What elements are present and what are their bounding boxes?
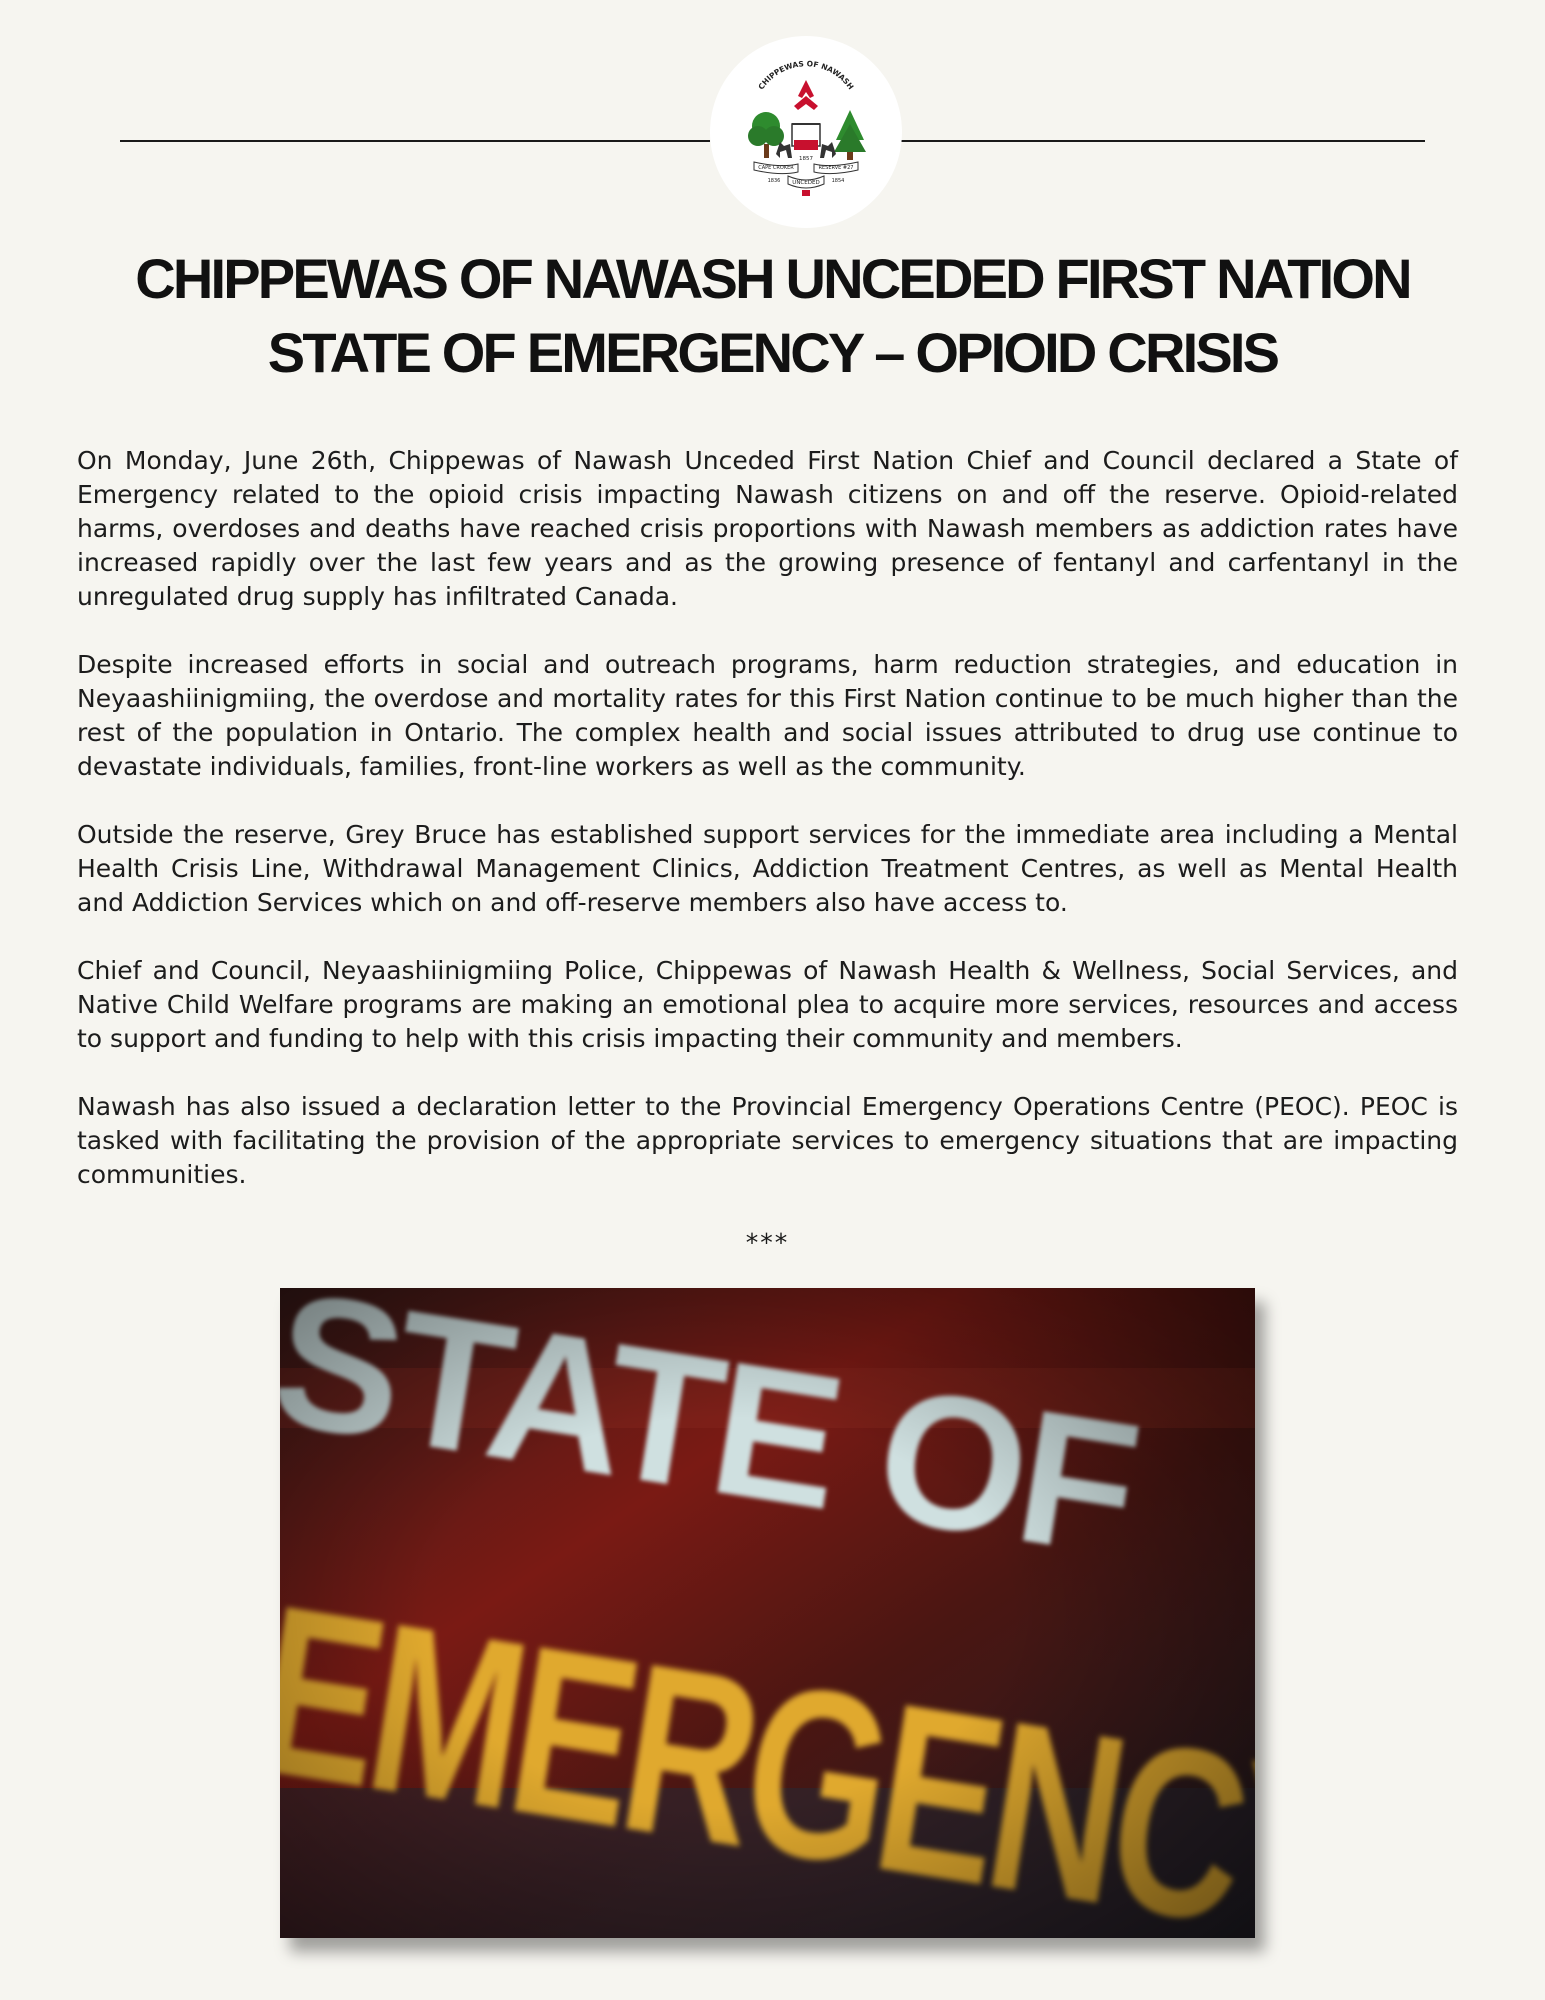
paragraph-declaration: On Monday, June 26th, Chippewas of Nawash Unceded First Nation Chief and Council declared a State of Emergency related to the opioid crisis impacting Nawash citizens on and off the reserve. Opioid-related harms, overdoses and deaths have reached crisis proportions with Nawash members as addiction rates have increased rapidly over the last few years and as the growing presence of fentanyl and carfentanyl in the unregulated drug supply has infiltrated Canada.: [77, 446, 1458, 611]
logo-year-right: 1854: [831, 178, 845, 184]
logo-name-text: CHIPPEWAS OF NAWASH: [756, 59, 856, 92]
logo-year-left: 1836: [767, 178, 781, 184]
paragraph-plea: Chief and Council, Neyaashiinigmiing Police, Chippewas of Nawash Health & Wellness, Social Services, and Native Child Welfare programs are making an emotional plea to acquire more services, resources and access to support and funding to help with this crisis impacting their community and members.: [77, 956, 1458, 1053]
nawash-logo: [710, 36, 902, 228]
logo-year-center: 1857: [799, 156, 813, 162]
section-separator: ***: [745, 1228, 790, 1257]
logo-ribbon-right: RESERVE #27: [818, 165, 854, 171]
nawash-logo-emblem: [710, 36, 902, 228]
paragraph-support-services: Outside the reserve, Grey Bruce has established support services for the immediate area including a Mental Health Crisis Line, Withdrawal Management Clinics, Addiction Treatment Centres, as well as Mental Health and Addiction Services which on and off-reserve members also have access to.: [77, 820, 1458, 917]
logo-ribbon-left: CAPE CROKER: [758, 165, 794, 171]
feather-icon: [798, 80, 814, 98]
logo-ribbon-bottom: UNCEDED: [792, 180, 820, 186]
article-body: [77, 444, 1458, 1226]
deer-right-icon: [820, 142, 836, 158]
state-of-emergency-photo: [280, 1288, 1255, 1938]
title-line-1: CHIPPEWAS OF NAWASH UNCEDED FIRST NATION: [135, 247, 1410, 310]
title-line-2: STATE OF EMERGENCY – OPIOID CRISIS: [267, 321, 1278, 384]
paragraph-peoc: Nawash has also issued a declaration letter to the Provincial Emergency Operations Centre (PEOC). PEOC is tasked with facilitating the provision of the appropriate services to emergency situations that are impacting communities.: [77, 1092, 1458, 1189]
page-title: [60, 242, 1485, 390]
paragraph-efforts: Despite increased efforts in social and outreach programs, harm reduction strategies, and education in Neyaashiinigmiing, the overdose and mortality rates for this First Nation continue to be much higher than the rest of the population in Ontario. The complex health and social issues attributed to drug use continue to devastate individuals, families, front-line workers as well as the community.: [77, 650, 1458, 781]
header-rule-left: [120, 140, 710, 142]
header-rule-right: [900, 140, 1425, 142]
